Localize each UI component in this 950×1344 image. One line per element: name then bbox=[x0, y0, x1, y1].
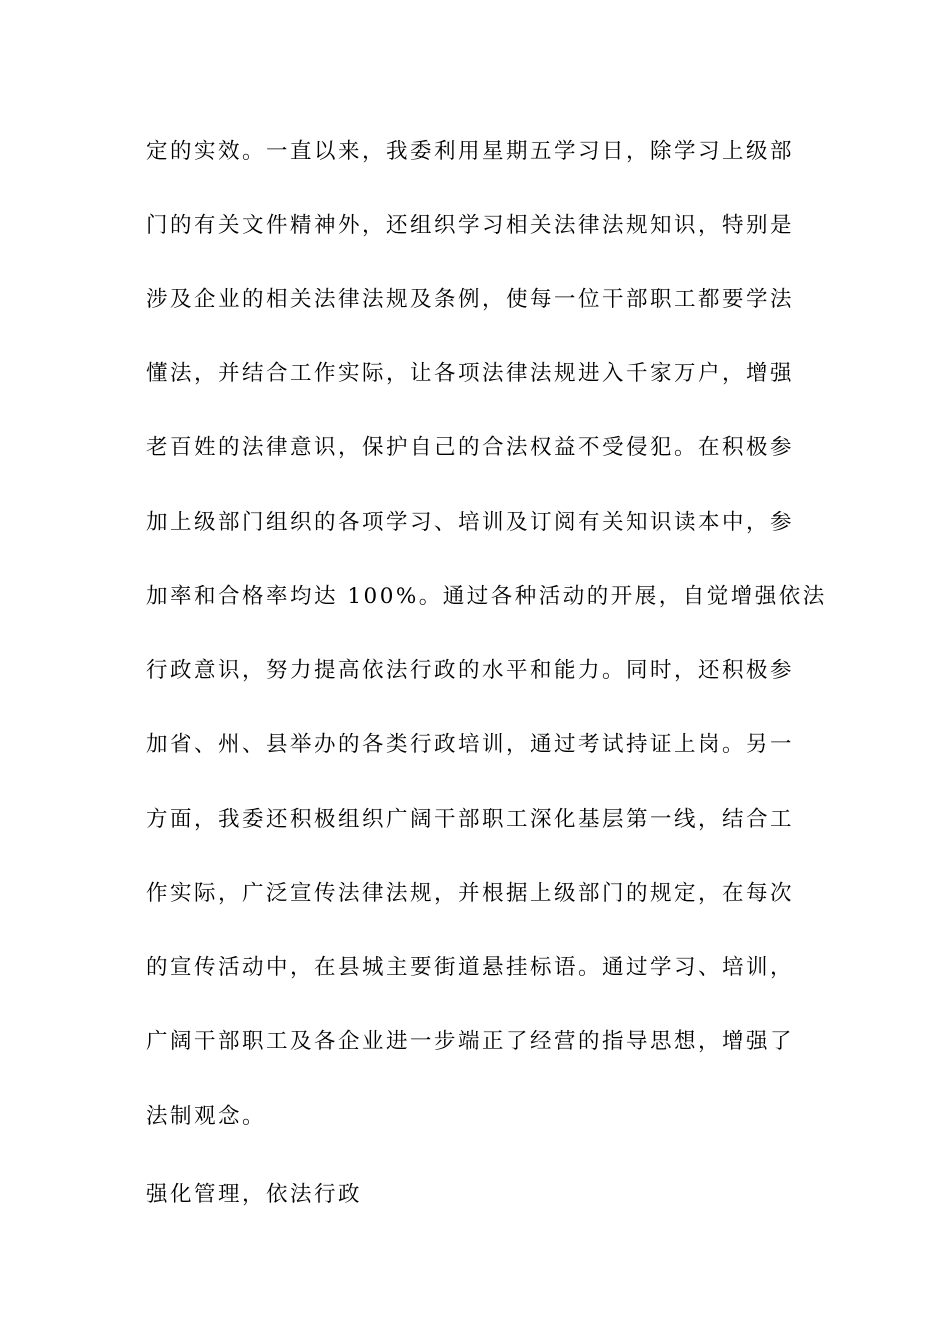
paragraph-line: 的宣传活动中，在县城主要街道悬挂标语。通过学习、培训， bbox=[146, 955, 795, 980]
paragraph-line: 方面，我委还积极组织广阔干部职工深化基层第一线，结合工 bbox=[146, 807, 795, 832]
paragraph-line: 定的实效。一直以来，我委利用星期五学习日，除学习上级部 bbox=[146, 139, 795, 164]
paragraph-line: 门的有关文件精神外，还组织学习相关法律法规知识，特别是 bbox=[146, 213, 795, 238]
paragraph-line: 老百姓的法律意识，保护自己的合法权益不受侵犯。在积极参 bbox=[146, 435, 795, 460]
paragraph-line: 行政意识，努力提高依法行政的水平和能力。同时，还积极参 bbox=[146, 658, 795, 683]
paragraph-line: 加省、州、县举办的各类行政培训，通过考试持证上岗。另一 bbox=[146, 732, 795, 757]
paragraph-line: 加上级部门组织的各项学习、培训及订阅有关知识读本中，参 bbox=[146, 510, 795, 535]
paragraph-line: 法制观念。 bbox=[146, 1104, 267, 1129]
paragraph-line: 广阔干部职工及各企业进一步端正了经营的指导思想，增强了 bbox=[146, 1029, 795, 1054]
paragraph-line: 涉及企业的相关法律法规及条例，使每一位干部职工都要学法 bbox=[146, 287, 795, 312]
paragraph-line: 作实际，广泛宣传法律法规，并根据上级部门的规定，在每次 bbox=[146, 881, 795, 906]
paragraph-line: 加率和合格率均达 100%。通过各种活动的开展，自觉增强依法 bbox=[146, 584, 827, 609]
section-heading: 强化管理，依法行政 bbox=[146, 1182, 363, 1207]
paragraph-line: 懂法，并结合工作实际，让各项法律法规进入千家万户，增强 bbox=[146, 361, 795, 386]
